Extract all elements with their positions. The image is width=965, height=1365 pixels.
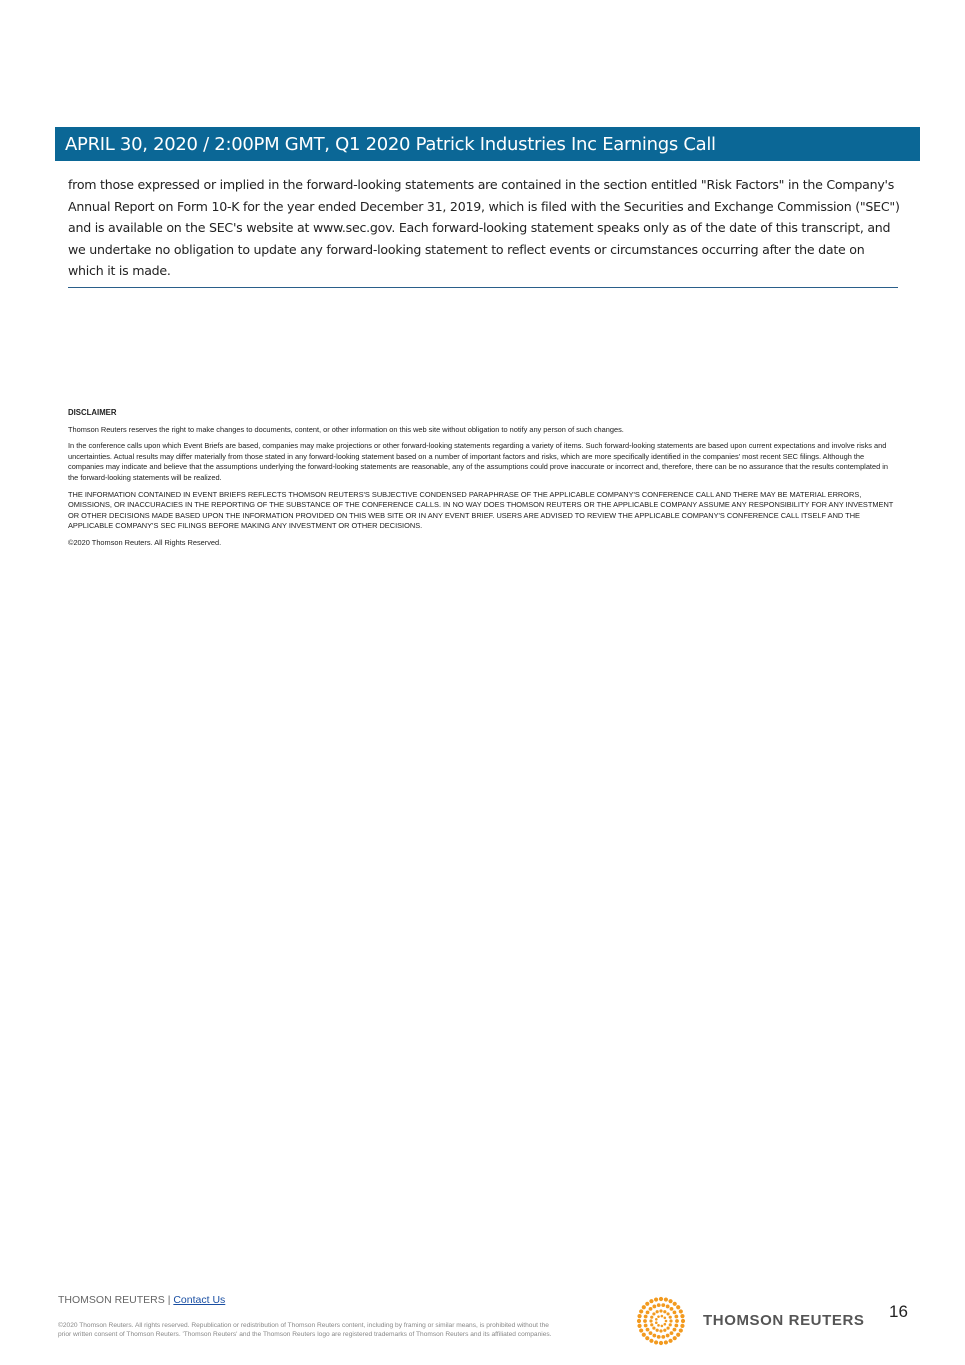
disclaimer-paragraph-3: THE INFORMATION CONTAINED IN EVENT BRIEFS REFLECTS THOMSON REUTERS'S SUBJECTIVE CONDENSED PARAPHRASE OF THE APPLICABLE COMPANY'S CONFERENCE CALL AND THERE MAY BE MATERIAL ERRORS, OMISSIONS, OR INACCURACIES IN THE REPORTING OF THE SUBSTANCE OF THE CONFERENCE CALLS. IN NO WAY DOES THOMSON REUTERS OR THE APPLICABLE COMPANY ASSUME ANY RESPONSIBILITY FOR ANY INVESTMENT OR OTHER DECISIONS MADE BASED UPON THE INFORMATION PROVIDED ON THIS WEB SITE OR IN ANY EVENT BRIEF. USERS ARE ADVISED TO REVIEW THE APPLICABLE COMPANY'S CONFERENCE CALL ITSELF AND THE APPLICABLE COMPANY'S SEC FILINGS BEFORE MAKING ANY INVESTMENT OR OTHER DECISIONS. <box>68 489 894 531</box>
disclaimer-heading: DISCLAIMER <box>68 408 117 417</box>
disclaimer-copyright: ©2020 Thomson Reuters. All Rights Reserved. <box>68 537 222 547</box>
document-header-bar <box>55 127 920 161</box>
disclaimer-paragraph-2: In the conference calls upon which Event Briefs are based, companies may make projections or other forward-looking statements regarding a variety of items. Such forward-looking statements are based upon current expectations and involve risks and uncertainties. Actual results may differ materially from those stated in any forward-looking statement based on a number of important factors and risks, which are more specifically identified in the companies' most recent SEC filings. Although the companies may indicate and believe that the assumptions underlying the forward-looking statements are reasonable, any of the assumptions could prove inaccurate or incorrect and, therefore, there can be no assurance that the results contemplated in the forward-looking statements will be realized. <box>68 441 889 482</box>
body-text <box>68 174 903 282</box>
footer-legal-text: ©2020 Thomson Reuters. All rights reserved. Republication or redistribution of Thomson Reuters content, including by framing or similar means, is prohibited without the prior written consent of Thomson Reuters. 'Thomson Reuters' and the Thomson Reuters logo are registered trademarks of Thomson Reuters and its affiliated companies. <box>58 1322 552 1338</box>
disclaimer-paragraph-1: Thomson Reuters reserves the right to make changes to documents, content, or other information on this web site without obligation to notify any person of such changes. <box>68 424 624 434</box>
footer-separator: | <box>167 1294 171 1306</box>
footer-brand-line <box>58 1294 225 1306</box>
logo-wordmark: THOMSON REUTERS <box>703 1312 865 1329</box>
header-title: APRIL 30, 2020 / 2:00PM GMT, Q1 2020 Patrick Industries Inc Earnings Call <box>65 133 716 155</box>
section-divider <box>68 287 898 288</box>
body-paragraph: from those expressed or implied in the forward-looking statements are contained in the section entitled "Risk Factors" in the Company's Annual Report on Form 10-K for the year ended December 31, 2019, which is filed with the Securities and Exchange Commission ("SEC") and is available on the SEC's website at www.sec.gov. Each forward-looking statement speaks only as of the date of this transcript, and we undertake no obligation to update any forward-looking statement to reflect events or circumstances occurring after the date on which it is made. <box>68 177 900 279</box>
disclaimer-section <box>68 408 898 555</box>
thomson-reuters-logo-icon <box>633 1296 689 1346</box>
contact-us-link[interactable]: Contact Us <box>173 1294 226 1306</box>
footer-brand: THOMSON REUTERS <box>58 1294 165 1306</box>
page-number: 16 <box>889 1302 908 1321</box>
